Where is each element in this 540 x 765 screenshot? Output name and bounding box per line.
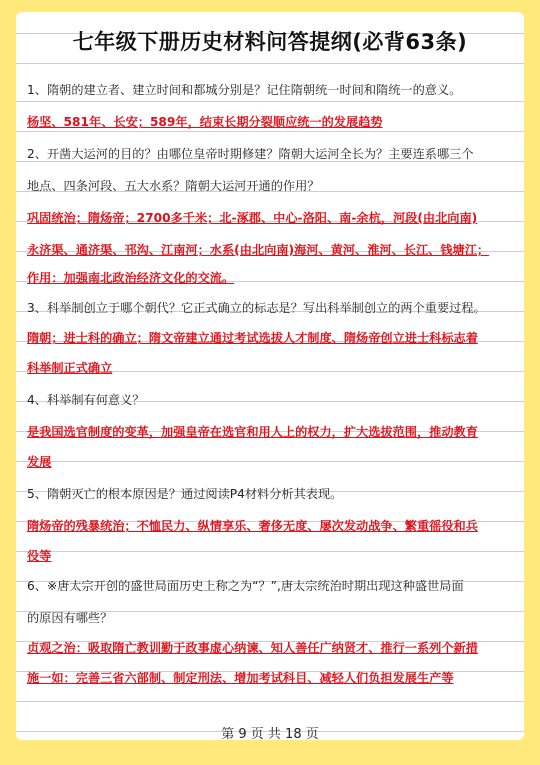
- question-line: 4、科举制有何意义？: [27, 393, 145, 407]
- question-line: 1、隋朝的建立者、建立时间和都城分别是？记住隋朝统一时间和隋统一的意义。: [27, 83, 462, 97]
- page-footer: 第 9 页 共 18 页: [221, 727, 319, 742]
- question-line: 5、隋朝灭亡的根本原因是？通过阅读P4材料分析其表现。: [27, 487, 343, 501]
- question-line: 的原因有哪些？: [27, 611, 113, 625]
- answer-line: 作用：加强南北政治经济文化的交流。: [27, 271, 235, 285]
- answer-line: 巩固统治；隋炀帝；2700多千米；北-涿郡、中心-洛阳、南-余杭，河段(由北向南): [27, 211, 478, 225]
- answer-line: 永济渠、通济渠、邗沟、江南河；水系(由北向南)海河、黄河、淮河、长江、钱塘江；: [27, 243, 490, 257]
- answer-line: 贞观之治：吸取隋亡教训勤于政事虚心纳谏、知人善任广纳贤才、推行一系列个新措: [27, 641, 478, 655]
- page-title: 七年级下册历史材料问答提纲(必背63条): [72, 30, 468, 54]
- question-line: 地点、四条河段、五大水系？隋朝大运河开通的作用？: [27, 179, 320, 193]
- answer-line: 施一如：完善三省六部制、制定刑法、增加考试科目、减轻人们负担发展生产等: [27, 671, 454, 685]
- answer-line: 隋朝；进士科的确立；隋文帝建立通过考试选拔人才制度、隋炀帝创立进士科标志着: [27, 331, 478, 345]
- answer-line: 役等: [27, 549, 52, 563]
- question-line: 2、开凿大运河的目的？由哪位皇帝时期修建？隋朝大运河全长为？主要连系哪三个: [27, 147, 474, 161]
- question-line: 3、科举制创立于哪个朝代？它正式确立的标志是？写出科举制创立的两个重要过程。: [27, 301, 486, 315]
- answer-line: 隋炀帝的残暴统治；不恤民力、纵情享乐、奢侈无度、屡次发动战争、繁重徭役和兵: [27, 519, 478, 533]
- answer-line: 是我国选官制度的变革，加强皇帝在选官和用人上的权力，扩大选拔范围，推动教育: [27, 425, 478, 439]
- answer-line: 杨坚、581年、长安；589年，结束长期分裂顺应统一的发展趋势: [27, 115, 383, 129]
- answer-line: 科举制正式确立: [27, 361, 113, 375]
- question-line: 6、※唐太宗开创的盛世局面历史上称之为“？”,唐太宗统治时期出现这种盛世局面: [27, 579, 464, 593]
- answer-line: 发展: [27, 455, 52, 469]
